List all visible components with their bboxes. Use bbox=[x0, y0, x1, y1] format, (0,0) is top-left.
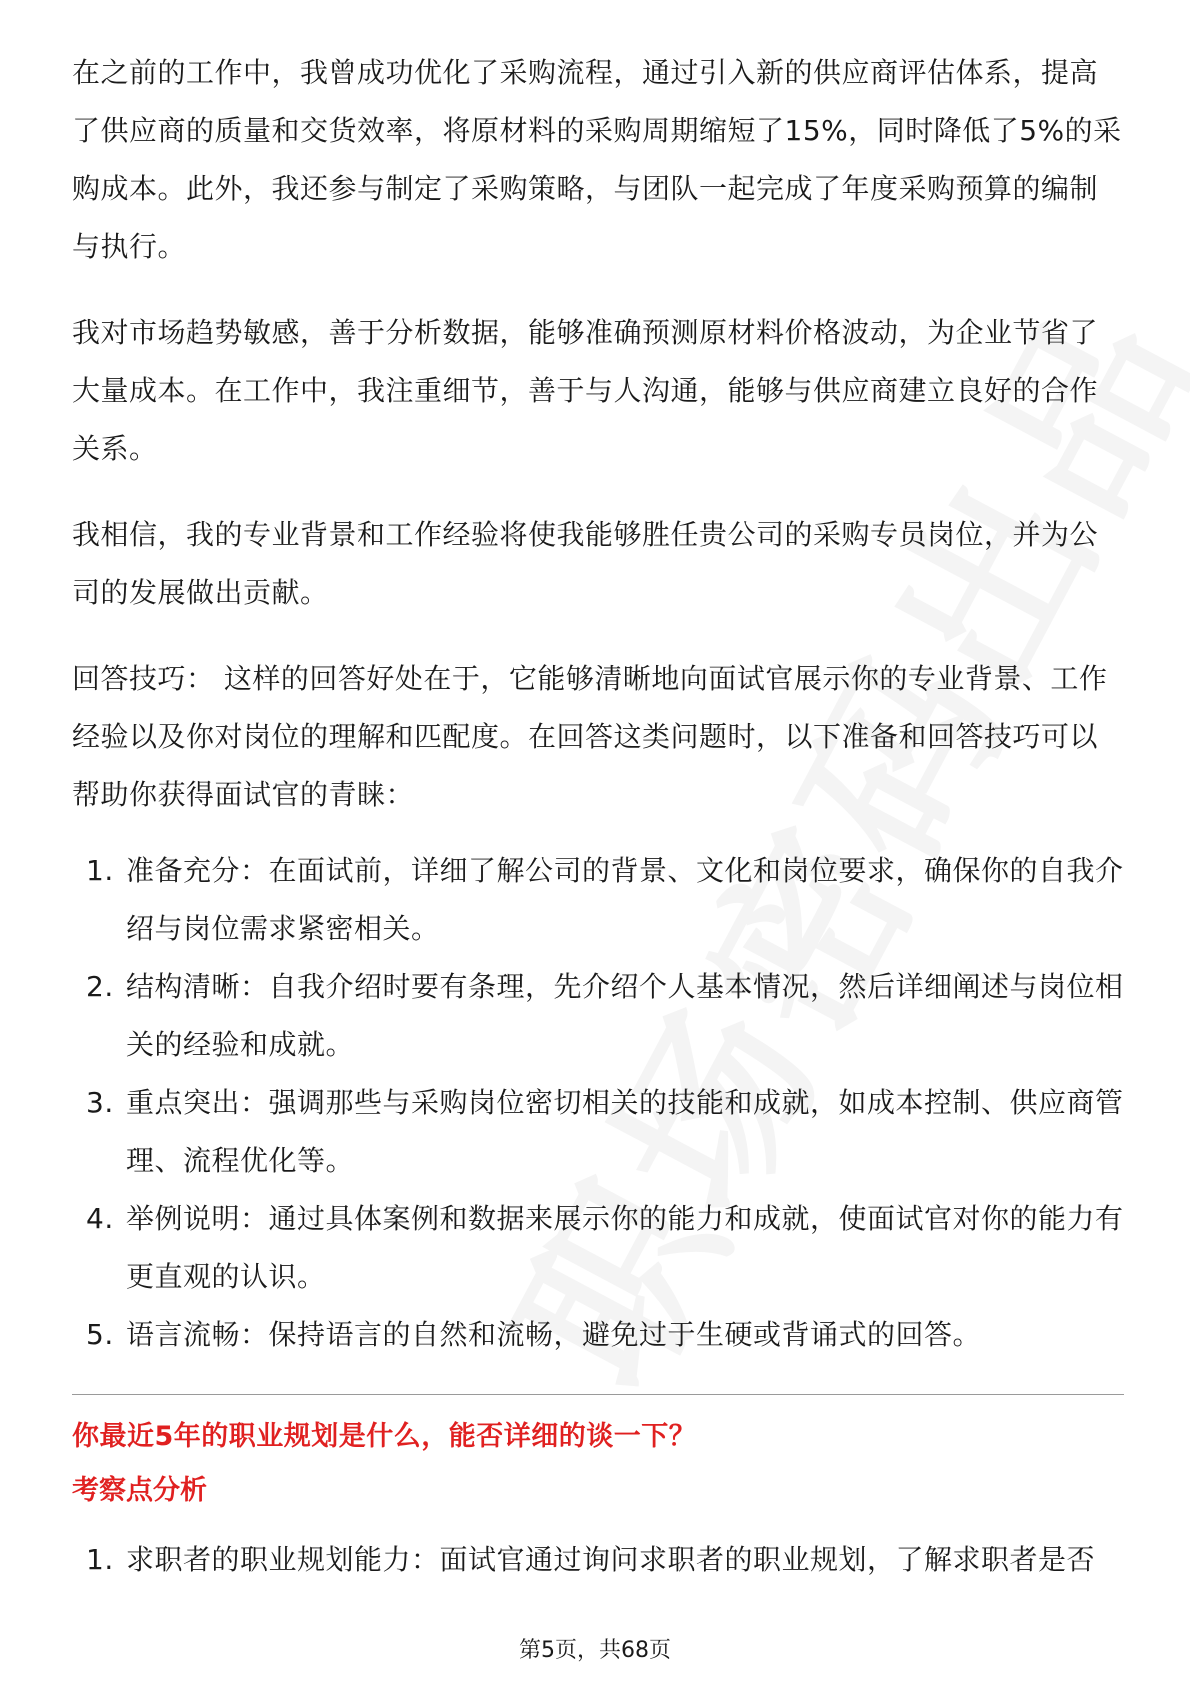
tips-list bbox=[72, 842, 1124, 1364]
paragraph-work-experience: 在之前的工作中，我曾成功优化了采购流程，通过引入新的供应商评估体系，提高了供应商的质量和交货效率，将原材料的采购周期缩短了15%，同时降低了5%的采购成本。此外，我还参与制定了采购策略，与团队一起完成了年度采购预算的编制与执行。 bbox=[72, 56, 1122, 263]
page-content bbox=[72, 44, 1124, 1589]
list-item bbox=[72, 1531, 1124, 1589]
list-item-number: 1. bbox=[86, 1543, 114, 1576]
section-divider bbox=[72, 1394, 1124, 1395]
list-item bbox=[72, 842, 1124, 958]
list-item-text: 准备充分：在面试前，详细了解公司的背景、文化和岗位要求，确保你的自我介绍与岗位需求紧密相关。 bbox=[126, 854, 1124, 945]
list-item-text: 求职者的职业规划能力：面试官通过询问求职者的职业规划，了解求职者是否 bbox=[126, 1543, 1096, 1576]
analysis-list bbox=[72, 1531, 1124, 1589]
list-item-text: 语言流畅：保持语言的自然和流畅，避免过于生硬或背诵式的回答。 bbox=[126, 1318, 982, 1351]
paragraph-strengths: 我对市场趋势敏感，善于分析数据，能够准确预测原材料价格波动，为企业节省了大量成本。在工作中，我注重细节，善于与人沟通，能够与供应商建立良好的合作关系。 bbox=[72, 316, 1099, 465]
list-item-number: 5. bbox=[86, 1318, 114, 1351]
list-item bbox=[72, 1074, 1124, 1190]
list-item-number: 3. bbox=[86, 1086, 114, 1119]
list-item bbox=[72, 958, 1124, 1074]
list-item-text: 举例说明：通过具体案例和数据来展示你的能力和成就，使面试官对你的能力有更直观的认识。 bbox=[126, 1202, 1124, 1293]
paragraph-answer-tips: 回答技巧： 这样的回答好处在于，它能够清晰地向面试官展示你的专业背景、工作经验以及你对岗位的理解和匹配度。在回答这类问题时，以下准备和回答技巧可以帮助你获得面试官的青睐： bbox=[72, 662, 1108, 811]
list-item-text: 重点突出：强调那些与采购岗位密切相关的技能和成就，如成本控制、供应商管理、流程优化等。 bbox=[126, 1086, 1124, 1177]
list-item-text: 结构清晰：自我介绍时要有条理，先介绍个人基本情况，然后详细阐述与岗位相关的经验和成就。 bbox=[126, 970, 1124, 1061]
list-item bbox=[72, 1190, 1124, 1306]
analysis-heading: 考察点分析 bbox=[72, 1475, 207, 1506]
question-heading: 你最近5年的职业规划是什么，能否详细的谈一下？ bbox=[72, 1421, 697, 1452]
page-number-footer: 第5页，共68页 bbox=[519, 1638, 671, 1663]
paragraph-conclusion: 我相信，我的专业背景和工作经验将使我能够胜任贵公司的采购专员岗位，并为公司的发展做出贡献。 bbox=[72, 518, 1099, 609]
list-item-number: 1. bbox=[86, 854, 114, 887]
list-item bbox=[72, 1306, 1124, 1364]
list-item-number: 2. bbox=[86, 970, 114, 1003]
list-item-number: 4. bbox=[86, 1202, 114, 1235]
